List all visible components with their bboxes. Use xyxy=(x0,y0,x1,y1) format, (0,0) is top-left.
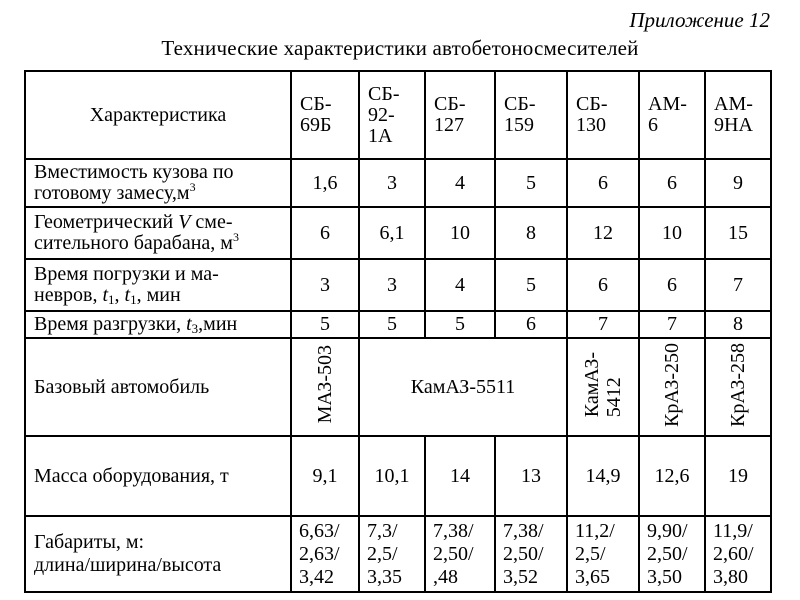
row-label-loading-time xyxy=(25,259,291,311)
table-cell-vertical xyxy=(291,338,359,436)
label-text: сительного барабана, м xyxy=(34,232,233,254)
table-cell: 5 xyxy=(291,311,359,338)
row-dimensions xyxy=(25,516,771,592)
vehicle-maz: МАЗ-503 xyxy=(314,345,336,424)
table-cell: 3 xyxy=(291,259,359,311)
row-label-dimensions xyxy=(25,516,291,592)
header-row xyxy=(25,71,771,159)
appendix-label: Приложение 12 xyxy=(629,8,770,32)
row-label-equipment-mass: Масса оборудования, т xyxy=(25,436,291,516)
row-label-capacity xyxy=(25,159,291,207)
table-cell: 12 xyxy=(567,207,639,259)
row-label-drum-volume xyxy=(25,207,291,259)
row-capacity xyxy=(25,159,771,207)
table-cell: 10 xyxy=(425,207,495,259)
table-cell: 10,1 xyxy=(359,436,425,516)
table-cell: 5 xyxy=(495,259,567,311)
table-cell: 1,6 xyxy=(291,159,359,207)
table-cell: 4 xyxy=(425,259,495,311)
table-cell: 3 xyxy=(359,159,425,207)
table-cell: 7 xyxy=(705,259,771,311)
row-label-unloading-time xyxy=(25,311,291,338)
label-text: ,мин xyxy=(198,313,238,335)
table-cell: 6,1 xyxy=(359,207,425,259)
header-model: АМ- 6 xyxy=(639,71,705,159)
row-label-base-vehicle: Базовый автомобиль xyxy=(25,338,291,436)
label-variable: t xyxy=(102,284,109,306)
table-cell: 9,90/ 2,50/ 3,50 xyxy=(639,516,705,592)
table-cell: 5 xyxy=(359,311,425,338)
table-cell: 8 xyxy=(495,207,567,259)
table-cell: 6,63/ 2,63/ 3,42 xyxy=(291,516,359,592)
superscript: 3 xyxy=(189,180,196,194)
subscript: 1 xyxy=(108,292,115,307)
table-cell: 6 xyxy=(291,207,359,259)
label-text: сме- xyxy=(190,211,233,233)
table-cell-vertical xyxy=(567,338,639,436)
row-unloading-time xyxy=(25,311,771,338)
superscript: 3 xyxy=(232,230,239,244)
label-text: Время погрузки и ма- xyxy=(34,263,219,285)
table-cell: 6 xyxy=(495,311,567,338)
table-cell: 9,1 xyxy=(291,436,359,516)
label-text: готовому замесу,м xyxy=(34,182,190,204)
specs-table-wrapper xyxy=(24,70,772,593)
table-cell: 11,9/ 2,60/ 3,80 xyxy=(705,516,771,592)
table-cell: 12,6 xyxy=(639,436,705,516)
header-characteristic: Характеристика xyxy=(25,71,291,159)
table-cell: 7 xyxy=(639,311,705,338)
row-drum-volume xyxy=(25,207,771,259)
table-cell: 11,2/ 2,5/ 3,65 xyxy=(567,516,639,592)
label-variable: V xyxy=(178,211,191,233)
header-model: СБ- 92- 1А xyxy=(359,71,425,159)
table-cell-merged: КамАЗ-5511 xyxy=(359,338,567,436)
label-text: Время разгрузки, xyxy=(34,313,187,335)
label-text: Габариты, м: xyxy=(34,531,145,553)
header-model: СБ- 130 xyxy=(567,71,639,159)
row-base-vehicle xyxy=(25,338,771,436)
table-cell: 7 xyxy=(567,311,639,338)
header-model: СБ- 127 xyxy=(425,71,495,159)
table-title: Технические характеристики автобетоносмесителей xyxy=(161,36,639,60)
table-cell: 4 xyxy=(425,159,495,207)
table-cell: 15 xyxy=(705,207,771,259)
table-cell: 6 xyxy=(567,159,639,207)
table-cell: 7,38/ 2,50/ ,48 xyxy=(425,516,495,592)
table-cell: 7,38/ 2,50/ 3,52 xyxy=(495,516,567,592)
table-cell: 8 xyxy=(705,311,771,338)
label-text: , мин xyxy=(136,284,181,306)
label-variable: t xyxy=(186,313,192,335)
row-loading-time xyxy=(25,259,771,311)
table-cell: 6 xyxy=(639,159,705,207)
vehicle-kraz-250: КрАЗ-250 xyxy=(661,342,683,427)
label-variable: t xyxy=(124,284,131,306)
table-cell: 9 xyxy=(705,159,771,207)
table-cell: 7,3/ 2,5/ 3,35 xyxy=(359,516,425,592)
label-text: длина/ширина/высота xyxy=(34,554,222,576)
subscript: 1 xyxy=(130,292,137,307)
table-cell: 14,9 xyxy=(567,436,639,516)
table-cell: 14 xyxy=(425,436,495,516)
header-model: СБ- 159 xyxy=(495,71,567,159)
table-cell-vertical xyxy=(639,338,705,436)
row-equipment-mass xyxy=(25,436,771,516)
subscript: 3 xyxy=(191,321,199,336)
header-model: СБ- 69Б xyxy=(291,71,359,159)
table-cell: 13 xyxy=(495,436,567,516)
vehicle-kraz-258: КрАЗ-258 xyxy=(727,342,749,427)
vehicle-kamaz-5412: КамАЗ- 5412 xyxy=(581,351,625,418)
table-cell: 19 xyxy=(705,436,771,516)
label-text: , xyxy=(114,284,125,306)
table-cell-vertical xyxy=(705,338,771,436)
table-cell: 10 xyxy=(639,207,705,259)
label-text: Вместимость кузова по xyxy=(34,161,234,183)
specs-table xyxy=(24,70,772,593)
table-cell: 6 xyxy=(639,259,705,311)
label-text: невров, xyxy=(34,284,103,306)
label-text: Геометрический xyxy=(34,211,179,233)
table-cell: 6 xyxy=(567,259,639,311)
header-model: АМ- 9НА xyxy=(705,71,771,159)
table-cell: 5 xyxy=(425,311,495,338)
table-cell: 5 xyxy=(495,159,567,207)
table-cell: 3 xyxy=(359,259,425,311)
